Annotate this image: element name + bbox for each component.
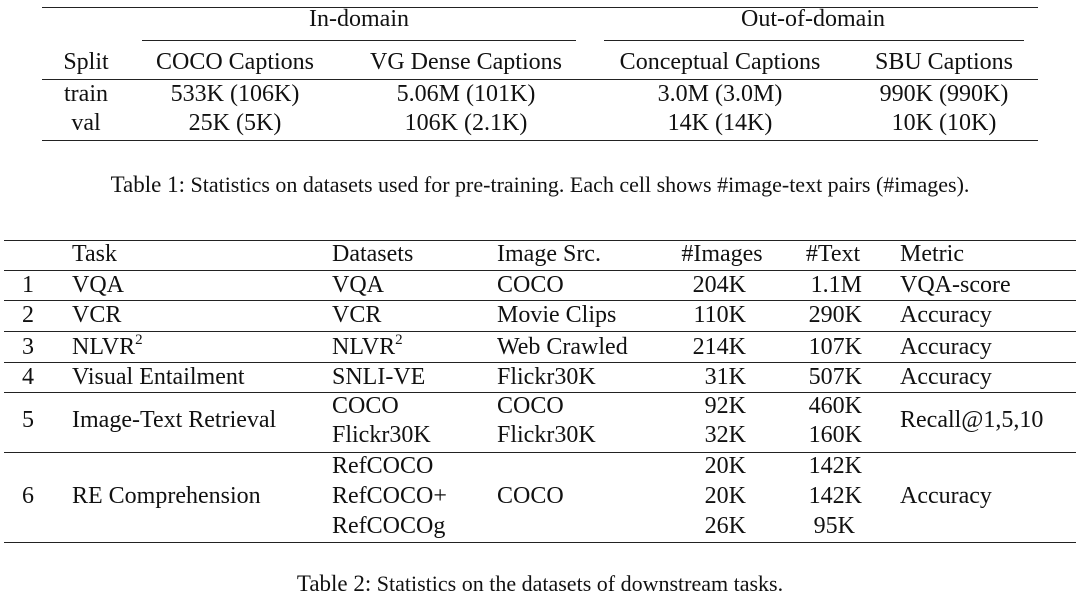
table2-metric: VQA-score — [900, 272, 1011, 298]
table2-row-rule — [4, 452, 1076, 453]
table2-images-count: 26K — [704, 513, 746, 539]
table2-task: Visual Entailment — [72, 364, 245, 390]
table2-col-header-text: #Text — [805, 241, 861, 267]
table2-bottom-rule — [4, 542, 1076, 543]
table2-dataset: RefCOCOg — [332, 513, 446, 539]
table2-task-cell — [72, 333, 143, 361]
table2-image-src: Flickr30K — [497, 422, 596, 448]
table2-dataset: RefCOCO — [332, 453, 434, 479]
table2-images-count: 214K — [692, 334, 746, 360]
table2-metric: Accuracy — [900, 364, 992, 390]
table1-col-header-conceptual: Conceptual Captions — [619, 49, 821, 75]
table2-dataset: VCR — [332, 302, 382, 328]
table2-metric: Accuracy — [900, 483, 992, 509]
table2-task-superscript: 2 — [135, 332, 143, 348]
table2-text-count: 160K — [808, 422, 862, 448]
table2-dataset: COCO — [332, 393, 399, 419]
table1-bottom-rule — [42, 140, 1038, 141]
table2-text-count: 142K — [808, 453, 862, 479]
table2-task: Image-Text Retrieval — [72, 407, 277, 433]
table2-dataset-superscript: 2 — [395, 332, 403, 348]
table1-group-header-out-of-domain: Out-of-domain — [741, 6, 885, 32]
table1-cell: train — [64, 81, 108, 107]
table2-image-src: Flickr30K — [497, 364, 596, 390]
table2-images-count: 92K — [704, 393, 746, 419]
table2-col-header-task: Task — [72, 241, 117, 267]
table2-text-count: 290K — [808, 302, 862, 328]
table2-dataset: Flickr30K — [332, 422, 431, 448]
table2-images-count: 31K — [704, 364, 746, 390]
table1-cell: 25K (5K) — [188, 110, 282, 136]
table2-dataset-cell — [332, 333, 403, 361]
table2-text-count: 142K — [808, 483, 862, 509]
table1-group-header-in-domain: In-domain — [309, 6, 409, 32]
table1-cell: val — [71, 110, 101, 136]
table2-metric: Recall@1,5,10 — [900, 407, 1044, 433]
table2-images-count: 20K — [704, 453, 746, 479]
table1-out-domain-rule — [604, 40, 1024, 41]
table1-cell: 10K (10K) — [891, 110, 997, 136]
table2-images-count: 110K — [693, 302, 746, 328]
table2-col-header-metric: Metric — [900, 241, 964, 267]
table2-dataset: RefCOCO+ — [332, 483, 447, 509]
table2-image-src: COCO — [497, 393, 564, 419]
table2-image-src: Web Crawled — [497, 334, 628, 360]
table2-row-number: 5 — [22, 407, 34, 433]
table2-dataset: SNLI-VE — [332, 364, 426, 390]
table2-col-header-image-src: Image Src. — [497, 241, 601, 267]
table2-text-count: 460K — [808, 393, 862, 419]
table1-caption-label: Table 1: — [110, 172, 185, 197]
table1-cell: 106K (2.1K) — [404, 110, 528, 136]
table2-caption — [297, 571, 783, 597]
table1-cell: 5.06M (101K) — [396, 81, 536, 107]
table2-row-number: 4 — [22, 364, 34, 390]
table2-text-count: 507K — [808, 364, 862, 390]
table1-col-header-split: Split — [63, 49, 109, 75]
table2-row-rule — [4, 331, 1076, 332]
table1-col-header-vg: VG Dense Captions — [370, 49, 562, 75]
table2-images-count: 20K — [704, 483, 746, 509]
table2-task: RE Comprehension — [72, 483, 261, 509]
table2-row-number: 3 — [22, 334, 34, 360]
table2-col-header-images: #Images — [681, 241, 763, 267]
table2-image-src: COCO — [497, 483, 564, 509]
table2-row-number: 1 — [22, 272, 34, 298]
table2-caption-text: Statistics on the datasets of downstream tasks. — [376, 571, 784, 596]
table1-cell: 3.0M (3.0M) — [657, 81, 783, 107]
table2-dataset: VQA — [332, 272, 384, 298]
table2-col-header-datasets: Datasets — [332, 241, 414, 267]
table2-task: VCR — [72, 302, 122, 328]
table1-caption — [111, 172, 970, 198]
table2-metric: Accuracy — [900, 302, 992, 328]
table2-caption-label: Table 2: — [296, 571, 372, 596]
table2-image-src: Movie Clips — [497, 302, 617, 328]
table2-row-number: 2 — [22, 302, 34, 328]
table2-images-count: 204K — [692, 272, 746, 298]
table1-col-header-coco: COCO Captions — [155, 49, 315, 75]
table1-cell: 533K (106K) — [170, 81, 300, 107]
table1-top-rule — [42, 7, 1038, 8]
table2-images-count: 32K — [704, 422, 746, 448]
table1-in-domain-rule — [142, 40, 576, 41]
table2-row-number: 6 — [22, 483, 34, 509]
table1-col-header-sbu: SBU Captions — [874, 49, 1014, 75]
table2-text-count: 95K — [813, 513, 855, 539]
table1-cell: 14K (14K) — [667, 110, 773, 136]
table2-image-src: COCO — [497, 272, 564, 298]
table2-dataset: NLVR — [332, 334, 396, 360]
table2-text-count: 1.1M — [810, 272, 862, 298]
table2-text-count: 107K — [808, 334, 862, 360]
table2-metric: Accuracy — [900, 334, 992, 360]
table1-caption-text: Statistics on datasets used for pre-training. Each cell shows #image-text pairs (#images). — [190, 172, 970, 197]
table2-task: NLVR — [72, 334, 136, 360]
table2-task: VQA — [72, 272, 124, 298]
table1-cell: 990K (990K) — [879, 81, 1009, 107]
